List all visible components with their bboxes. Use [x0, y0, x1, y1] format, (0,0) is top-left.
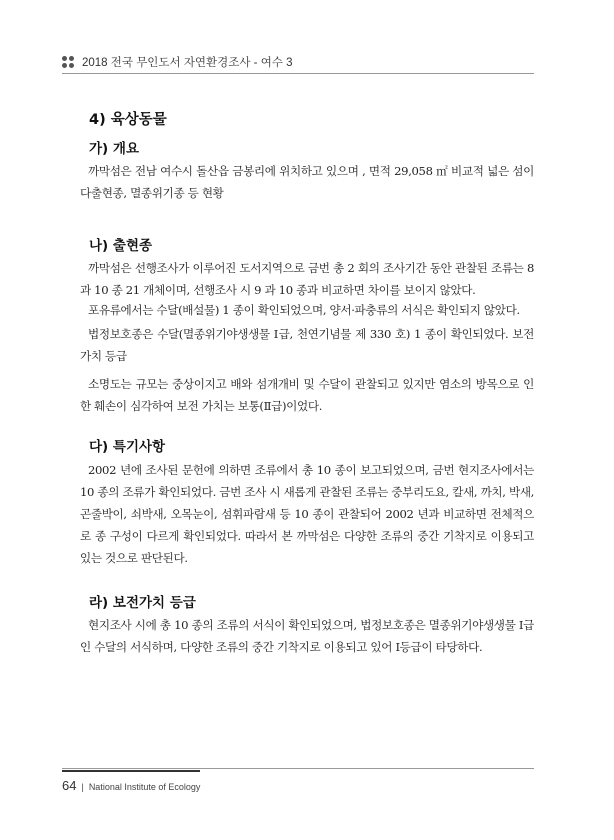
header-divider: [62, 73, 534, 74]
subsection-title-grade: 라) 보전가치 등급: [89, 595, 196, 611]
footer-institute: National Institute of Ecology: [88, 782, 201, 792]
paragraph: 까막섬은 선행조사가 이루어진 도서지역으로 금번 총 2 회의 조사기간 동안 관찰된 조류는 8 과 10 종 21 개체이며, 선행조사 시 9 과 10 종과 비교하면 차이를 보이지 않았다.: [80, 261, 534, 297]
subsection-title-notes: 다) 특기사항: [89, 439, 166, 455]
subsection-title-overview: 가) 개요: [89, 141, 139, 157]
paragraph: 포유류에서는 수달(배설물) 1 종이 확인되었으며, 양서·파충류의 서식은 확인되지 않았다.: [88, 303, 520, 317]
footer-accent-bar: [62, 770, 200, 772]
page-footer: [62, 778, 200, 793]
paragraph: 2002 년에 조사된 문헌에 의하면 조류에서 총 10 종이 보고되었으며, 금번 현지조사에서는 10 종의 조류가 확인되었다. 금번 조사 시 새롭게 관찰된 조류는 중부리도요, 칼새, 까치, 박새, 곤줄박이, 쇠박새, 오목눈이, 섬휘파람새 등 10 종이 관찰되어 2002 년과 비교하면 전체적으로 종 구성이 다르게 확인되었다. 따라서 본 까막섬은 다양한 조류의 중간 기착지로 이용되고 있는 것으로 판단된다.: [80, 463, 534, 565]
subsection-title-species: 나) 출현종: [89, 238, 153, 254]
footer-separator: |: [81, 782, 84, 792]
paragraph: 현지조사 시에 총 10 종의 조류의 서식이 확인되었으며, 법정보호종은 멸종위기야생생물 Ⅰ급인 수달의 서식하며, 다양한 조류의 중간 기착지로 이용되고 있어 Ⅰ등급이 타당하다.: [80, 618, 534, 654]
footer-divider: [62, 768, 534, 769]
paragraph: 소명도는 규모는 중상이지고 배와 섬개개비 및 수달이 관찰되고 있지만 염소의 방목으로 인한 훼손이 심각하여 보전 가치는 보통(Ⅱ급)이었다.: [80, 377, 534, 413]
paragraph: 까막섬은 전남 여수시 돌산읍 금봉리에 위치하고 있으며 , 면적 29,058 ㎡ 비교적 넓은 섬이다출현종, 멸종위기종 등 현황: [80, 164, 534, 200]
page-number: 64: [62, 778, 77, 793]
header-dots-icon: [62, 56, 74, 68]
section-title: 4) 육상동물: [89, 112, 167, 128]
running-header: [62, 54, 552, 70]
header-title: 2018 전국 무인도서 자연환경조사 - 여수 3: [82, 57, 293, 69]
paragraph: 법정보호종은 수달(멸종위기야생생물 Ⅰ급, 천연기념물 제 330 호) 1 종이 확인되었다. 보전가치 등급: [80, 327, 534, 363]
